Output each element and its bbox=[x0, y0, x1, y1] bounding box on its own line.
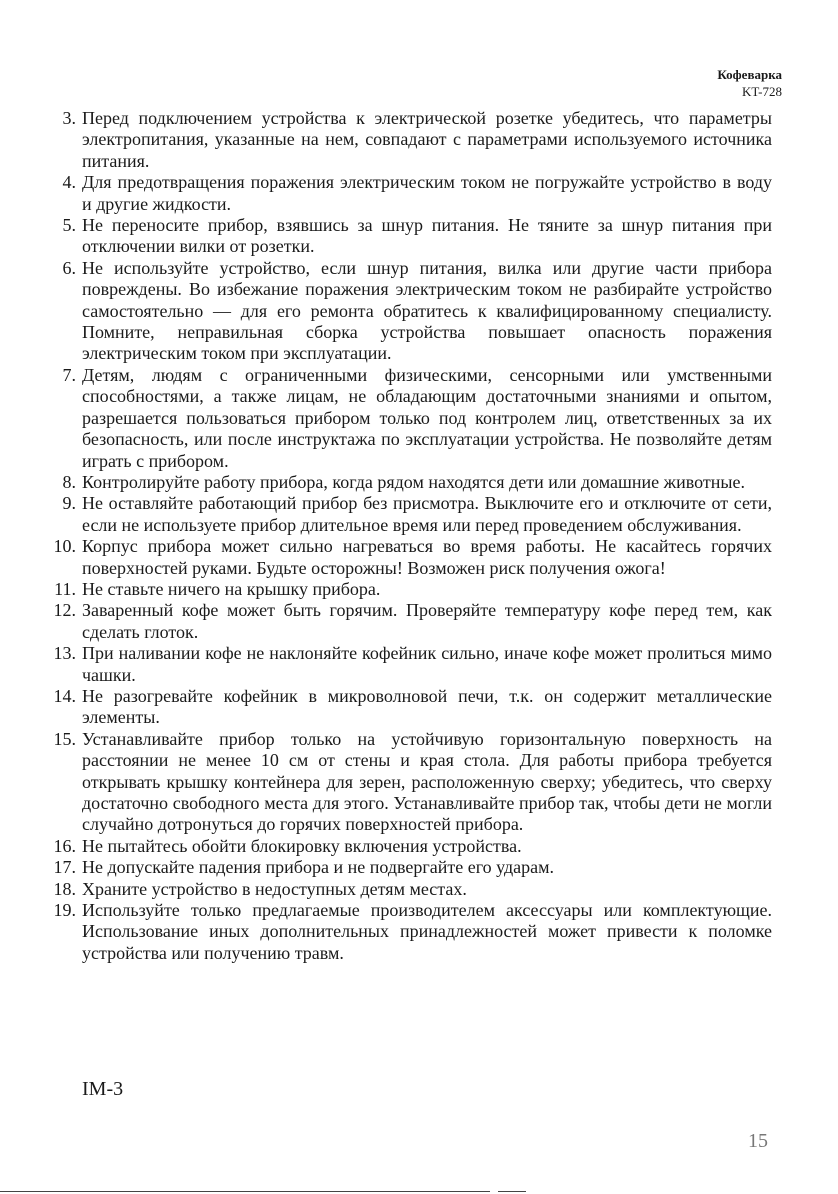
safety-instructions-list bbox=[30, 108, 772, 964]
item-number: 6. bbox=[62, 257, 76, 278]
page-number: 15 bbox=[748, 1130, 768, 1152]
item-text: Корпус прибора может сильно нагреваться во время работы. Не касайтесь горячих поверхностей руками. Будьте осторожны! Возможен риск получения ожога! bbox=[82, 536, 772, 578]
list-item bbox=[30, 493, 772, 536]
item-number: 18. bbox=[53, 878, 76, 899]
item-text: Не разогревайте кофейник в микроволновой печи, т.к. он содержит металлические элементы. bbox=[82, 685, 772, 728]
document-code: IM-3 bbox=[82, 1078, 124, 1100]
item-number: 4. bbox=[62, 172, 76, 193]
item-number: 11. bbox=[54, 578, 76, 599]
item-number: 15. bbox=[53, 728, 76, 749]
item-number: 17. bbox=[53, 857, 76, 878]
item-number: 7. bbox=[62, 364, 76, 385]
item-text: Контролируйте работу прибора, когда рядом находятся дети или домашние животные. bbox=[82, 471, 745, 492]
list-item bbox=[30, 879, 772, 900]
item-text: Используйте только предлагаемые производителем аксессуары или комплектующие. Использование иных дополнительных принадлежностей может привести к поломке устройства или получению травм. bbox=[82, 900, 772, 963]
item-text: Не переносите прибор, взявшись за шнур питания. Не тяните за шнур питания при отключении вилки от розетки. bbox=[82, 215, 772, 257]
item-number: 13. bbox=[53, 643, 76, 664]
item-text: Храните устройство в недоступных детям местах. bbox=[82, 878, 467, 899]
list-item bbox=[30, 686, 772, 729]
item-text: Заваренный кофе может быть горячим. Проверяйте температуру кофе перед тем, как сделать глоток. bbox=[82, 600, 772, 642]
list-item bbox=[30, 857, 772, 878]
item-number: 19. bbox=[53, 900, 76, 921]
item-number: 16. bbox=[53, 835, 76, 856]
list-item bbox=[30, 579, 772, 600]
list-item bbox=[30, 215, 772, 258]
item-text: Не ставьте ничего на крышку прибора. bbox=[82, 578, 381, 599]
item-number: 5. bbox=[62, 215, 76, 236]
list-item bbox=[30, 600, 772, 643]
item-text: Не пытайтесь обойти блокировку включения устройства. bbox=[82, 835, 522, 856]
page-divider-mark bbox=[498, 1191, 526, 1192]
item-text: Не допускайте падения прибора и не подвергайте его ударам. bbox=[82, 857, 555, 878]
list-item bbox=[30, 472, 772, 493]
list-item bbox=[30, 536, 772, 579]
list-item bbox=[30, 729, 772, 836]
model-number: KT-728 bbox=[742, 84, 782, 99]
list-item bbox=[30, 172, 772, 215]
item-text: Не используйте устройство, если шнур питания, вилка или другие части прибора повреждены. Во избежание поражения электрическим током не разбирайте устройство самостоятельно — для его ремонта обратитесь к квалифицированному специалисту. Помните, неправильная сборка устройства повышает опасность поражения электрическим током при эксплуатации. bbox=[82, 257, 772, 364]
item-text: При наливании кофе не наклоняйте кофейник сильно, иначе кофе может пролиться мимо чашки. bbox=[82, 643, 772, 685]
list-item bbox=[30, 365, 772, 472]
page-divider bbox=[0, 1191, 490, 1192]
item-number: 8. bbox=[62, 471, 76, 492]
item-number: 9. bbox=[62, 493, 76, 514]
list-item bbox=[30, 836, 772, 857]
list-item bbox=[30, 258, 772, 365]
item-text: Детям, людям с ограниченными физическими, сенсорными или умственными способностями, а также лицам, не обладающим достаточными знаниями и опытом, разрешается пользоваться прибором только под контролем лиц, ответственных за их безопасность, или после инструктажа по эксплуатации устройства. Не позволяйте детям играть с прибором. bbox=[82, 364, 772, 471]
document-header bbox=[717, 66, 782, 100]
item-text: Не оставляйте работающий прибор без присмотра. Выключите его и отключите от сети, если не используете прибор длительное время или перед проведением обслуживания. bbox=[82, 493, 772, 535]
item-text: Перед подключением устройства к электрической розетке убедитесь, что параметры электропитания, указанные на нем, совпадают с параметрами используемого источника питания. bbox=[82, 108, 772, 171]
list-item bbox=[30, 643, 772, 686]
item-number: 12. bbox=[53, 600, 76, 621]
list-item bbox=[30, 900, 772, 964]
product-name: Кофеварка bbox=[717, 67, 782, 82]
item-number: 14. bbox=[53, 685, 76, 706]
item-text: Для предотвращения поражения электрическим током не погружайте устройство в воду и другие жидкости. bbox=[82, 172, 772, 214]
item-number: 10. bbox=[53, 536, 76, 557]
item-number: 3. bbox=[62, 108, 76, 128]
item-text: Устанавливайте прибор только на устойчивую горизонтальную поверхность на расстоянии не менее 10 см от стены и края стола. Для работы прибора требуется открывать крышку контейнера для зерен, расположенную сверху; убедитесь, что сверху достаточно свободного места для этого. Устанавливайте прибор так, чтобы дети не могли случайно дотронуться до горячих поверхностей прибора. bbox=[82, 728, 772, 835]
list-item bbox=[30, 108, 772, 172]
